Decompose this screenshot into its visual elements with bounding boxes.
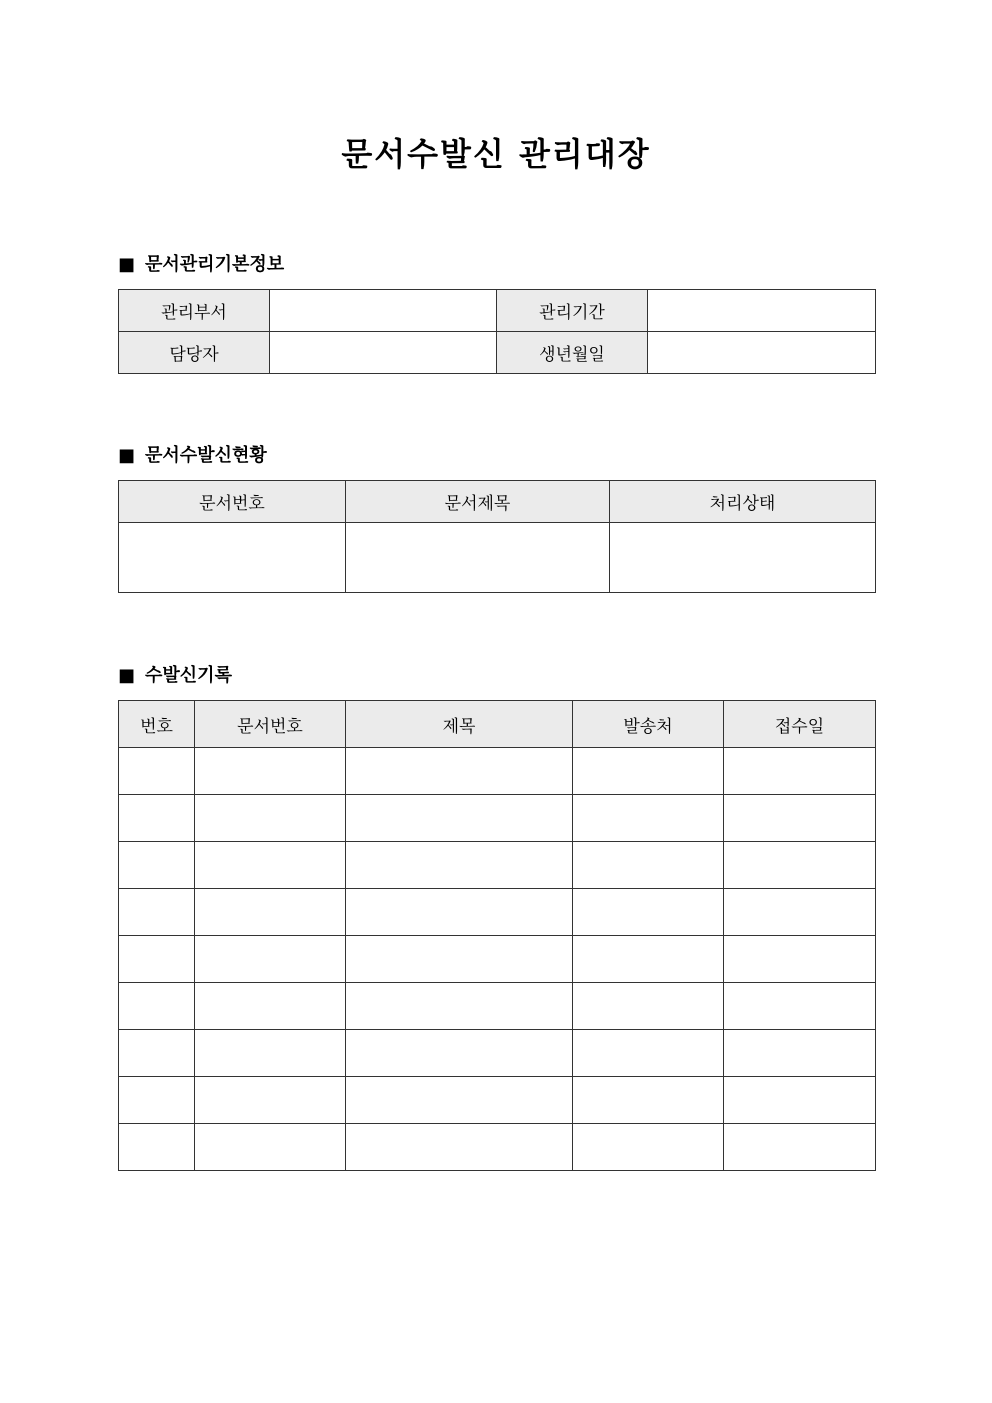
cell-number[interactable]	[119, 889, 195, 936]
square-bullet-icon: ■	[118, 254, 136, 275]
cell-title[interactable]	[346, 842, 573, 889]
label-manager: 담당자	[119, 332, 270, 374]
cell-title[interactable]	[346, 1030, 573, 1077]
basic-info-table	[118, 289, 876, 374]
table-row	[119, 983, 876, 1030]
section-title: 수발신기록	[145, 665, 232, 686]
cell-title[interactable]	[346, 936, 573, 983]
cell-sender[interactable]	[573, 1030, 724, 1077]
value-birthdate[interactable]	[648, 332, 876, 374]
cell-received-date[interactable]	[724, 748, 876, 795]
table-row	[119, 748, 876, 795]
cell-doc-number[interactable]	[195, 1077, 346, 1124]
cell-sender[interactable]	[573, 1077, 724, 1124]
cell-number[interactable]	[119, 1124, 195, 1171]
cell-title[interactable]	[346, 889, 573, 936]
cell-doc-number[interactable]	[195, 842, 346, 889]
table-row	[119, 1077, 876, 1124]
cell-doc-number[interactable]	[119, 523, 346, 593]
col-received-date: 접수일	[724, 701, 876, 748]
cell-received-date[interactable]	[724, 936, 876, 983]
table-row	[119, 1124, 876, 1171]
col-process-status: 처리상태	[610, 481, 876, 523]
cell-number[interactable]	[119, 795, 195, 842]
section-heading-basic-info	[118, 253, 284, 277]
cell-sender[interactable]	[573, 936, 724, 983]
cell-sender[interactable]	[573, 748, 724, 795]
records-table	[118, 700, 876, 1171]
section-heading-records	[118, 664, 232, 688]
cell-doc-number[interactable]	[195, 795, 346, 842]
cell-number[interactable]	[119, 936, 195, 983]
cell-received-date[interactable]	[724, 983, 876, 1030]
label-dept: 관리부서	[119, 290, 270, 332]
cell-title[interactable]	[346, 748, 573, 795]
col-doc-title: 문서제목	[346, 481, 610, 523]
section-title: 문서관리기본정보	[145, 254, 285, 275]
cell-title[interactable]	[346, 1124, 573, 1171]
label-period: 관리기간	[497, 290, 648, 332]
col-title: 제목	[346, 701, 573, 748]
document-title: 문서수발신 관리대장	[341, 135, 651, 173]
cell-process-status[interactable]	[610, 523, 876, 593]
cell-doc-number[interactable]	[195, 936, 346, 983]
cell-title[interactable]	[346, 1077, 573, 1124]
cell-doc-number[interactable]	[195, 1030, 346, 1077]
value-manager[interactable]	[270, 332, 497, 374]
cell-sender[interactable]	[573, 983, 724, 1030]
table-row	[119, 936, 876, 983]
cell-sender[interactable]	[573, 1124, 724, 1171]
table-row	[119, 795, 876, 842]
cell-doc-title[interactable]	[346, 523, 610, 593]
table-row	[119, 889, 876, 936]
records-body	[119, 748, 876, 1171]
cell-number[interactable]	[119, 1077, 195, 1124]
cell-received-date[interactable]	[724, 1077, 876, 1124]
cell-sender[interactable]	[573, 889, 724, 936]
table-row	[119, 842, 876, 889]
cell-received-date[interactable]	[724, 1030, 876, 1077]
value-dept[interactable]	[270, 290, 497, 332]
table-row	[119, 1030, 876, 1077]
status-table	[118, 480, 876, 593]
cell-received-date[interactable]	[724, 889, 876, 936]
section-title: 문서수발신현황	[145, 445, 267, 466]
cell-number[interactable]	[119, 748, 195, 795]
cell-doc-number[interactable]	[195, 889, 346, 936]
col-doc-number: 문서번호	[195, 701, 346, 748]
cell-number[interactable]	[119, 983, 195, 1030]
cell-title[interactable]	[346, 983, 573, 1030]
cell-sender[interactable]	[573, 795, 724, 842]
cell-title[interactable]	[346, 795, 573, 842]
cell-number[interactable]	[119, 842, 195, 889]
section-heading-status	[118, 444, 267, 468]
value-period[interactable]	[648, 290, 876, 332]
col-doc-number: 문서번호	[119, 481, 346, 523]
col-number: 번호	[119, 701, 195, 748]
cell-sender[interactable]	[573, 842, 724, 889]
cell-received-date[interactable]	[724, 842, 876, 889]
cell-received-date[interactable]	[724, 795, 876, 842]
cell-number[interactable]	[119, 1030, 195, 1077]
cell-doc-number[interactable]	[195, 748, 346, 795]
label-birthdate: 생년월일	[497, 332, 648, 374]
cell-received-date[interactable]	[724, 1124, 876, 1171]
cell-doc-number[interactable]	[195, 1124, 346, 1171]
cell-doc-number[interactable]	[195, 983, 346, 1030]
col-sender: 발송처	[573, 701, 724, 748]
square-bullet-icon: ■	[118, 665, 136, 686]
square-bullet-icon: ■	[118, 445, 136, 466]
